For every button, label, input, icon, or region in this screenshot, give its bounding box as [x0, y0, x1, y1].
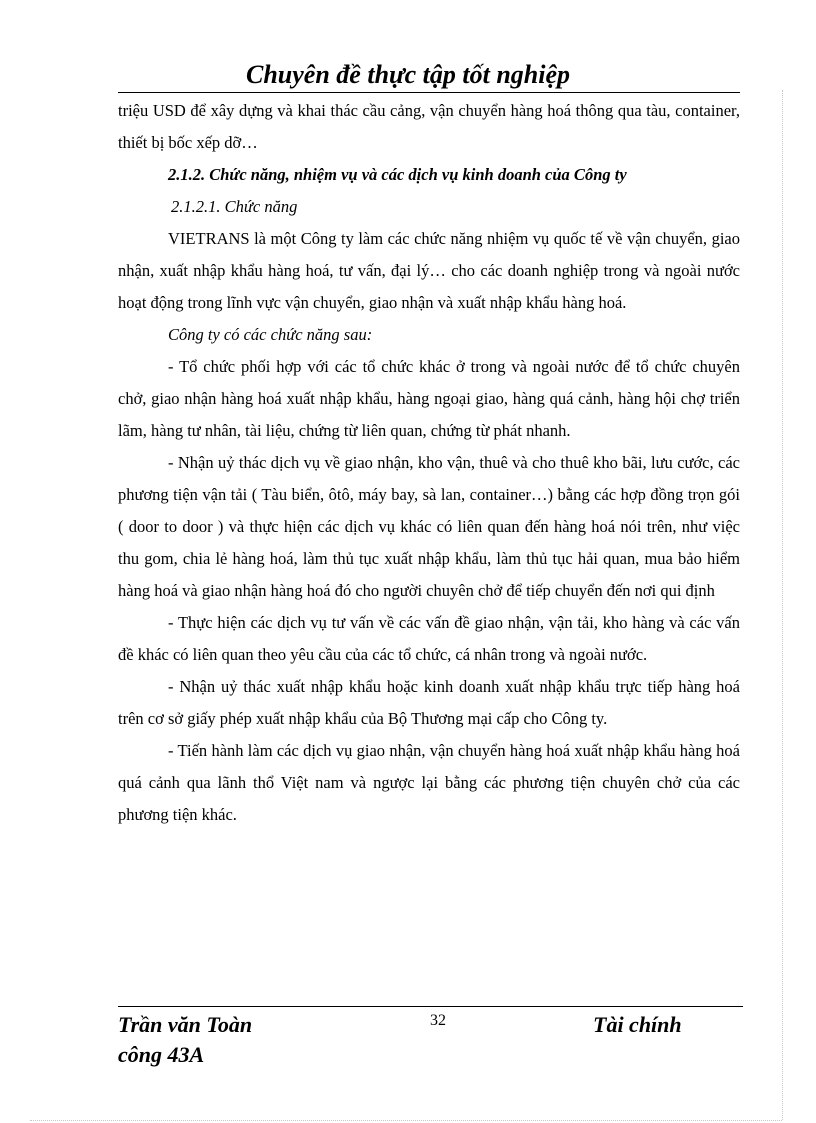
paragraph-intro: VIETRANS là một Công ty làm các chức năng nhiệm vụ quốc tế về vận chuyển, giao nhận, xuất nhập khẩu hàng hoá, tư vấn, đại lý… cho các doanh nghiệp trong và ngoài nước hoạt động trong lĩnh vực vận chuyển, giao nhận và xuất nhập khẩu hàng hoá.	[118, 229, 740, 312]
page-number: 32	[430, 1012, 446, 1029]
section-heading: 2.1.2. Chức năng, nhiệm vụ và các dịch vụ kinh doanh của Công ty	[168, 165, 627, 184]
page-edge-guide-right	[782, 90, 783, 1120]
footer-divider	[118, 1006, 743, 1007]
footer-author-name: Trần văn Toàn	[118, 1012, 253, 1037]
function-item-1: - Tổ chức phối hợp với các tổ chức khác ở trong và ngoài nước để tổ chức chuyên chở, giao nhận hàng hoá xuất nhập khẩu, hàng ngoại giao, hàng quá cảnh, hàng hội chợ triển lãm, hàng tư nhân, tài liệu, chứng từ liên quan, chứng từ phát nhanh.	[118, 357, 740, 440]
function-item-2: - Nhận uỷ thác dịch vụ về giao nhận, kho vận, thuê và cho thuê kho bãi, lưu cước, các phương tiện vận tải ( Tàu biển, ôtô, máy bay, sà lan, container…) bằng các hợp đồng trọn gói ( door to door ) và thực hiện các dịch vụ khác có liên quan đến hàng hoá nói trên, như việc thu gom, chia lẻ hàng hoá, làm thủ tục xuất nhập khẩu, làm thủ tục hải quan, mua bảo hiểm hàng hoá và giao nhận hàng hoá đó cho người chuyên chở để tiếp chuyển đến nơi qui định	[118, 453, 740, 600]
paragraph-continuation: triệu USD để xây dựng và khai thác cầu cảng, vận chuyển hàng hoá thông qua tàu, container, thiết bị bốc xếp dỡ…	[118, 101, 740, 152]
page-header-title: Chuyên đề thực tập tốt nghiệp	[246, 60, 570, 89]
subsection-heading: 2.1.2.1. Chức năng	[171, 197, 298, 216]
function-item-4: - Nhận uỷ thác xuất nhập khẩu hoặc kinh doanh xuất nhập khẩu trực tiếp hàng hoá trên cơ sở giấy phép xuất nhập khẩu của Bộ Thương mại cấp cho Công ty.	[118, 677, 740, 728]
function-item-5: - Tiến hành làm các dịch vụ giao nhận, vận chuyển hàng hoá xuất nhập khẩu hàng hoá quá cảnh qua lãnh thổ Việt nam và ngược lại bằng các phương tiện chuyên chở của các phương tiện khác.	[118, 741, 740, 824]
function-item-3: - Thực hiện các dịch vụ tư vấn về các vấn đề giao nhận, vận tải, kho hàng và các vấn đề khác có liên quan theo yêu cầu của các tổ chức, cá nhân trong và ngoài nước.	[118, 613, 740, 664]
document-body	[118, 95, 740, 831]
header-divider	[118, 92, 740, 93]
footer-author-class: công 43A	[118, 1042, 205, 1067]
functions-lead-in: Công ty có các chức năng sau:	[168, 325, 373, 344]
footer-department: Tài chính	[593, 1012, 682, 1037]
footer-author	[118, 1010, 252, 1070]
page-edge-guide-bottom	[30, 1120, 782, 1121]
